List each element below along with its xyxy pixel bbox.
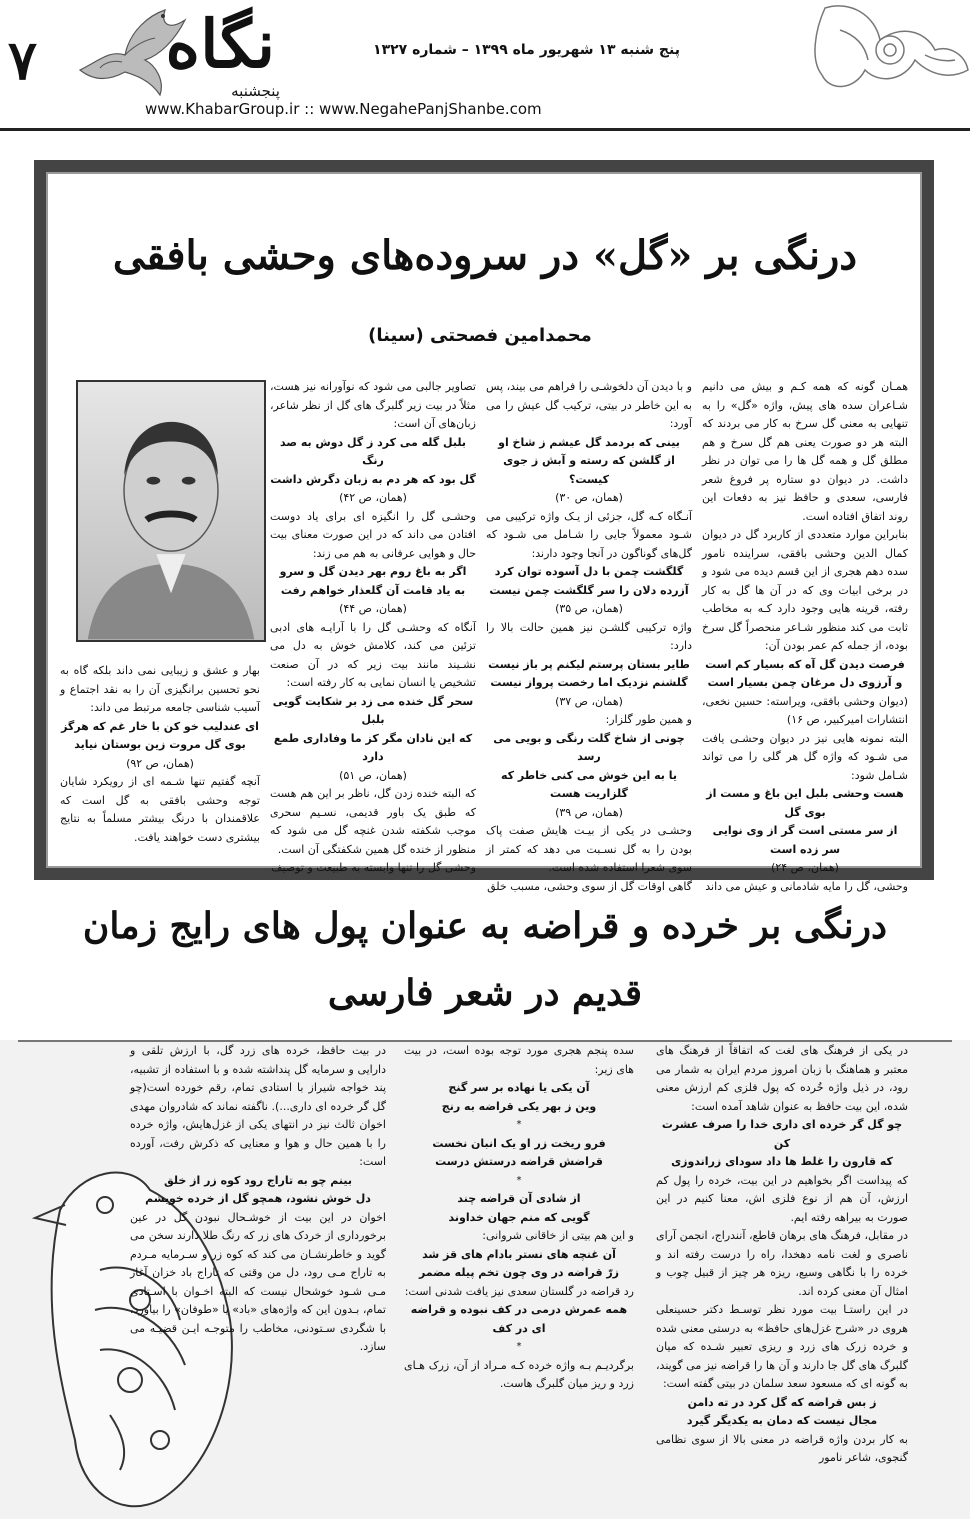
masthead-title: نگاه bbox=[165, 5, 275, 83]
verse-line: یا به این خوش می کنی خاطر که گلزاریت هست bbox=[501, 768, 677, 800]
verse-line: گل بود که هر دم به زبان دگرش داشت bbox=[270, 472, 476, 486]
paragraph: رد قراضه در گلستان سعدی نیز یافت شدنی است: bbox=[404, 1284, 634, 1298]
paragraph: برگردیـم بـه واژه خرده کـه مـراد از آن، زرک هـای زرد و ریز میان گلبرگ هاست. bbox=[404, 1358, 634, 1390]
citation: (همان، ص ۳۷) bbox=[555, 694, 623, 708]
verse-line: که قارون را غلط ها داد سودای زراندوزی bbox=[671, 1155, 893, 1168]
verse-line: فرصت دیدن گل آه که بسیار کم است bbox=[705, 657, 905, 671]
verse-line: سحر گل خنده می زد بر شکایت گویی بلبل bbox=[272, 694, 474, 726]
article1-column-1 bbox=[702, 378, 908, 896]
citation: (همان، ص ۴۴) bbox=[339, 602, 407, 615]
verse-line: بینم چو به تاراج رود کوه زر از خلق bbox=[164, 1173, 352, 1187]
paragraph: به کار بردن واژه قراضه در معنی بالا از سوی نظامی گنجوی، شاعر نامور bbox=[656, 1432, 908, 1464]
citation: (همان، ص ۴۲) bbox=[339, 491, 407, 504]
verse-line: اگر به باغ روم بهر دیدن گل و سرو bbox=[279, 565, 467, 578]
paragraph: آنچه گفتیم تنها شـمه ای از رویکرد شایان توجه وحشی بافقی به گل است که علاقمندان با درنگ بیشتر مسلماً به نتایج بیشتری دست خواهند یافت. bbox=[60, 775, 260, 844]
paragraph: و همین طور گلزار: bbox=[605, 713, 692, 726]
article1-column-2 bbox=[486, 378, 692, 896]
paragraph: (دیوان وحشی بافقی، ویراسته: حسین نخعی، انتشارات امیرکبیر، ص ۱۶) bbox=[702, 694, 908, 726]
article1-author: محمدامین فصحتی (سینا) bbox=[368, 325, 592, 346]
verse-line: گویی که منم جهان خداوند bbox=[448, 1210, 590, 1224]
verse-line: بینی که بردمد گل عیشم ز شاخ او bbox=[498, 435, 680, 449]
verse-line: که این نادان مگر کز ما وفاداری طمع دارد bbox=[273, 731, 473, 763]
paragraph: البته نمونه هایی نیز در دیوان وحشـی یافت می شـود که واژه گل هر گلی را می تواند شـامل شود: bbox=[702, 731, 908, 782]
header-divider bbox=[0, 128, 970, 131]
verse-line: از سر مستی است گر از وی نوایی سر زده است bbox=[712, 824, 898, 856]
paragraph: اخوان در این بیت از خوشـحال نبودن گل در عین برخورداری از خردک های زر که رنگ طلا دارند سخن می گوید و خاطرنشـان می کند که کوه زر و سـرمایه مـردم به تاراج مـی رود، دل من وقتی که تاراج باد خزان آغاز مـی شـود خوشحال نیست که البته اخـوان با اسـتادی تمام، بـدون این که واژه‌های «باد» یا «طوفان» را بیاورد، با شگردی سـتودنی، مخاطب را متوجـه ایـن قضیـه می سازد. bbox=[130, 1210, 386, 1353]
verse-line: از شادی آن قراضه چند bbox=[457, 1192, 581, 1205]
verse-line: زرّ قراضه در وی چون تخم پیله مضمر bbox=[418, 1266, 620, 1279]
paragraph: و با دیدن آن دلخوشـی را فراهم می بیند، پس به این خاطر در بیتی، ترکیب گل عیش را می آورد: bbox=[486, 380, 692, 430]
paragraph: بنابراین موارد متعددی از کاربرد گل در دیوان کمال الدین وحشی بافقی، سراینده نامور سده دهم هجری از این قسم دیده می شود و در برخی ابیات وی که در آن ها گل به کار رفته، قرینه هایی وجود دارد کـه به مخاطب ثابت می کند منظور شـاعر منحصراً گل سرخ بوده، از جمله کم عمر بودن آن: bbox=[702, 528, 908, 652]
paragraph: وحشـی گل را انگیزه ای برای یاد دوست افتادن می داند که در این صورت معنای بیت حال و هوایی عرفانی به هم می زند: bbox=[270, 509, 476, 560]
paragraph: تصاویر جالبی می شود که نوآورانه نیز هست، مثلاً در بیت زیر گلبرگ های گل از نظر شاعر، زبان‌های آن است: bbox=[270, 380, 476, 430]
verse-line: گلشنم نزدیک اما رخصت پرواز نیست bbox=[490, 676, 688, 689]
article1-column-3 bbox=[270, 378, 476, 878]
verse-line: وین ز بهر یکی قراضه به رنج bbox=[441, 1099, 597, 1113]
article2-column-1 bbox=[656, 1042, 908, 1468]
verse-line: هست وحشی بلبل این باغ و مست از بوی گل bbox=[706, 787, 904, 819]
paragraph: در مقابل، فرهنگ های برهان قاطع، آنندراج، انجمن آرای ناصری و لغت نامه دهخدا، راه را درست رفته اند و خرده را با نگاهی وسیع، ریزه هر چیز از قبیل چوب و امثال آن معنی کرده اند. bbox=[656, 1229, 908, 1298]
verse-line: بلبل گله می کرد ز گل دوش به صد رنگ bbox=[280, 435, 466, 467]
paragraph: که البته خنده زدن گل، ناظر بر این هم هست که طبق یک باور قدیمی، نسـیم سحری موجب شکفته شدن غنچه گل می شود که منظور از خنده گل همین شکفتگی آن است. bbox=[270, 787, 476, 856]
verse-line: ز بس قراضه که گل کرد در ته دامن bbox=[687, 1395, 877, 1409]
paragraph: در بیت حافظ، خرده های زرد گل، با ارزش تلقی و دارایی و سرمایه گل پنداشته شده و با استفاده از تشبیه، پند خواجه شیراز با استادی تمام، رقم خورده است(چو گل گر خرده ای داری...). ناگفته نماند که شادروان مهدی اخوان ثالث نیز در انتهای یکی از غزل‌هایش، واژه خرده را با همین حال و هوا و معنایی که ذکرش رفت، آورده است: bbox=[130, 1044, 386, 1168]
paragraph: آنگاه که وحشـی گل را با آرایـه های ادبی تزئین می کند، کلامش خوش به دل می نشـیند مانند بیت زیر که در آن صنعت تشخیص یا انسان نمایی به کار رفته است: bbox=[270, 620, 476, 689]
verse-line: آن غنچه های نستر بادام های قز شد bbox=[422, 1247, 616, 1261]
verse-line: گلگشت چمن با دل آسوده توان کرد bbox=[494, 565, 684, 578]
article2-title-line2: قدیم در شعر فارسی bbox=[327, 972, 643, 1014]
article2-column-3 bbox=[130, 1042, 386, 1357]
verse-line: آن یکی یا نهاده بر سر گنج bbox=[448, 1081, 590, 1094]
citation: (همان، ص ۳۹) bbox=[555, 805, 623, 819]
verse-line: چو گل گر خرده ای داری خدا را صرف عشرت کن bbox=[661, 1118, 903, 1150]
verse-line: آزرده دلان را سر گلگشت چمن نیست bbox=[489, 583, 689, 597]
page-number: ۷ bbox=[8, 28, 38, 92]
separator: * bbox=[516, 1174, 522, 1186]
verse-line: طایر بستان پرستم لیکنم پر باز نیست bbox=[488, 657, 690, 671]
verse-line: و آرزوی دل مرغان چمن بسیار است bbox=[707, 676, 903, 689]
verse-line: ای عندلیب خو کن با خار غم که هرگز bbox=[61, 719, 259, 733]
paragraph: که پیداست اگر بخواهیم در این بیت، خرده را پول کم ارزش، آن هم از نوع فلزی اش، معنا کنیم در این صورت به بیراهه رفته ایم. bbox=[656, 1173, 908, 1224]
citation: (همان، ص ۵۱) bbox=[339, 768, 407, 782]
paragraph: واژه ترکیبی گلشـن نیز همین حالت بالا را دارد: bbox=[486, 620, 692, 652]
paragraph: در این راستـا بیت مورد نظر توسـط دکتر حسینعلی هروی در «شرح غزل‌های حافظ» به درستی معنی شده و خرده زرک های زرد و ریزی تعبیر شـده که میان گلبرگ های گل جا دارند و آن ها را قراضه نیز می گویند، به گونه ای که مسعود سعد سلمان در بیتی گفته است: bbox=[656, 1303, 908, 1390]
website-links[interactable]: www.KhabarGroup.ir :: www.NegahePanjShanbe.com bbox=[145, 100, 542, 118]
paragraph: آنـگاه کـه گل، جزئی از یـک واژه ترکیبی می شـود معمولاً جایی را شـامل می شـود که گل‌های گوناگون در آنجا وجود دارند: bbox=[486, 509, 692, 560]
paragraph: وحشـی در یکی از بیـت هایش صفت پاک بودن را به گل نسـبت می دهد که کمتر از سوی شعرا استفاده شده است. bbox=[486, 824, 692, 874]
verse-line: مجال نیست که دمان به یکدیگر گیرد bbox=[686, 1414, 878, 1427]
separator: * bbox=[516, 1119, 522, 1130]
citation: (همان، ص ۳۰) bbox=[555, 491, 623, 504]
verse-line: چونی از شاخ گلت رنگی و بویی می رسد bbox=[493, 731, 685, 763]
author-photo bbox=[76, 380, 266, 642]
paragraph: وحشی، گل را مایه شادمانی و عیش می داند bbox=[705, 879, 908, 893]
citation: (همان، ص ۲۴) bbox=[771, 861, 839, 874]
citation: (همان، ص ۹۲) bbox=[126, 756, 194, 770]
paragraph: سده پنجم هجری مورد توجه بوده است، در بیت های زیر: bbox=[404, 1044, 634, 1076]
masthead-subtitle: پنجشنبه bbox=[231, 82, 280, 100]
verse-line: به یاد قامت آن گلعذار خواهم رفت bbox=[280, 583, 466, 597]
verse-line: دل خوش نشود، همچو گل از خرده خویشم bbox=[145, 1192, 371, 1205]
verse-line: از گلشن که رسته و آبش ز جوی کیست؟ bbox=[503, 454, 675, 486]
issue-dateline: پنج شنبه ۱۳ شهریور ماه ۱۳۹۹ – شماره ۱۳۲۷ bbox=[373, 42, 680, 58]
paragraph: در یکی از فرهنگ های لغت که اتفاقاً از فرهنگ های معتبر و هماهنگ با زبان امروز مردم ایران به شمار می رود، در ذیل واژه خُرده که پول فلزی کم ارزش معنی شده، این بیت حافظ به عنوان شاهد آمده است: bbox=[656, 1044, 908, 1113]
article2-column-2 bbox=[404, 1042, 634, 1394]
verse-line: همه عمرش درمی در کف نبوده و قراضه ای در کف bbox=[410, 1303, 628, 1335]
verse-line: فرو ریخت زر او یک انبان نخست bbox=[432, 1136, 606, 1150]
paragraph: و این هم بیتی از خاقانی شروانی: bbox=[482, 1229, 634, 1242]
paragraph: بهار و عشق و زیبایی نمی داند بلکه گاه به نحو تحسین برانگیزی آن را به نقد اجتماع و آسیب شناسی جامعه مرتبط می داند: bbox=[60, 664, 260, 714]
page-header bbox=[0, 0, 970, 130]
article2-title-line1: درنگی بر خرده و قراضه به عنوان پول های رایج زمان bbox=[82, 905, 888, 947]
paragraph: وحشی گل را تنها وابسته به طبیعت و توصیف bbox=[271, 861, 476, 874]
verse-line: بوی گل مروت زین بوستان نیاید bbox=[74, 738, 246, 751]
article1-column-4 bbox=[60, 662, 260, 847]
citation: (همان، ص ۳۵) bbox=[555, 602, 623, 615]
separator: * bbox=[516, 1341, 522, 1352]
verse-line: قراضش قراضه درستش درست bbox=[435, 1155, 603, 1168]
masthead-ornament-icon bbox=[650, 0, 970, 110]
paragraph: گاهی اوقات گل از سوی وحشی، مسبب خلق bbox=[487, 879, 692, 893]
portrait-icon bbox=[78, 382, 264, 640]
article1-title: درنگی بر «گل» در سروده‌های وحشی بافقی bbox=[112, 232, 858, 279]
paragraph: همـان گونه که همه کـم و بیش می دانیم شـاعران سده های پیش، واژه «گل» را به تنهایی به معنی گل سرخ به کار می بردند که البته هر دو صورت یعنی هم گل سرخ و هم مطلق گل و همه گل ها را می توان در نظر داشت. در دیوان دو ستاره پر فروغ شعر فارسی، سعدی و حافظ نیز به دفعات این روند اتفاق افتاده است. bbox=[702, 380, 908, 523]
